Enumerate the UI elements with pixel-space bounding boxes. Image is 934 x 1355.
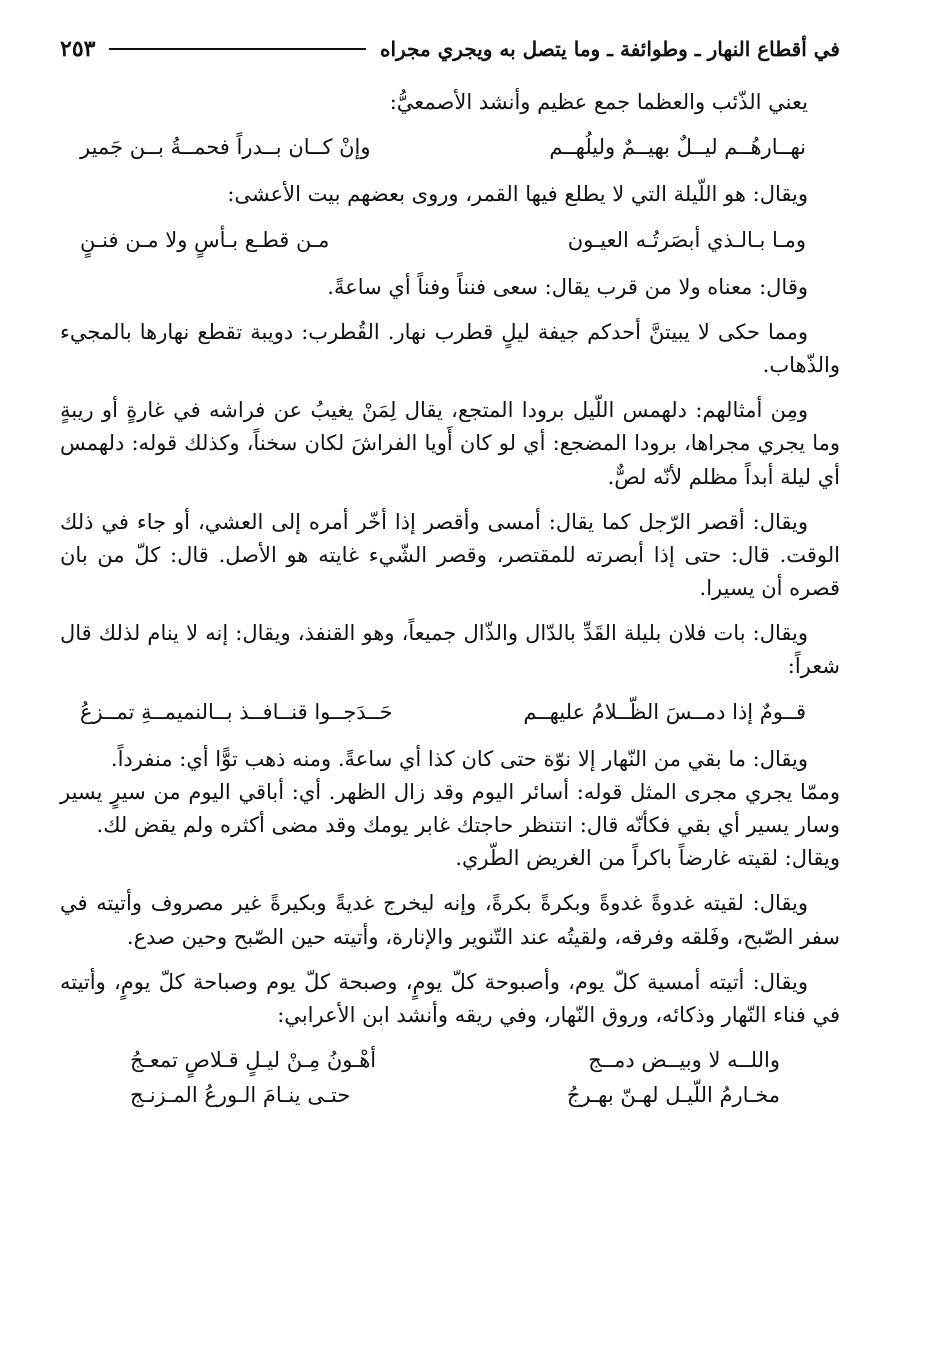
verse-line bbox=[60, 224, 840, 257]
paragraph: ويقال: أقصر الرّجل كما يقال: أمسى وأقصر إذا أخّر أمره إلى العشي، أو جاء في ذلك الوقت. قال: حتى إذا أبصرته للمقتصر، وقصر الشّيء غايته هو الأصل. قال: كلّ من بان قصره أن يسيرا. bbox=[60, 509, 840, 601]
paragraph: ويقال: لقيته غدوةً غدوةً وبكرةً بكرةً، وإنه ليخرج غديةً وبكيرةً غير مصروف وأتيته في سفر الصّبح، وفَلقه وفرقه، ولقيتُه عند التّنوير والإنارة، وأتيته حين الصّبح وحين صدع. bbox=[60, 891, 840, 949]
paragraph: ومما حكى لا يبيتنَّ أحدكم جيفة ليلٍ قطرب نهار. القُطرب: دويبة تقطع نهارها بالمجيء والذّهاب. bbox=[60, 319, 840, 378]
paragraph: ويقال: هو اللّيلة التي لا يطلع فيها القمر، وروى بعضهم بيت الأعشى: bbox=[227, 182, 808, 207]
running-header bbox=[60, 32, 840, 66]
verse-line bbox=[60, 1079, 840, 1112]
verse-first-hemistich: ومـا بـالـذي أبصَرتُـه العيـون bbox=[567, 227, 806, 252]
paragraph: وقال: معناه ولا من قرب يقال: سعى فنناً وفناً أي ساعةً. bbox=[327, 274, 808, 299]
paragraph: ويقال: أتيته أمسية كلّ يوم، وأصبوحة كلّ يومٍ، وصبحة كلّ يوم وصباحة كلّ يومٍ، وأتيته في فناء النّهار وذكائه، وروق النّهار، وفي ريقه وأنشد ابن الأعرابي: bbox=[60, 969, 840, 1027]
verse-first-hemistich: نهــارهُــم ليــلٌ بهيــمٌ وليلُهــم bbox=[549, 135, 806, 160]
verse-first-hemistich: قــومٌ إذا دمــسَ الظّــلامُ عليهــم bbox=[523, 699, 806, 724]
verse-line bbox=[60, 696, 840, 729]
verse-second-hemistich: وإنْ كــان بــدراً فحمــةُ بــن جَمير bbox=[80, 135, 371, 160]
page-number: ٢٥٣ bbox=[60, 36, 96, 62]
verse-second-hemistich: حَــدَجــوا قنــافــذ بــالنميمــةِ تمــزعُ bbox=[80, 699, 393, 724]
verse-second-hemistich: أهْـونُ مِـنْ ليـلٍ قـلاصٍ تمعـجُ bbox=[130, 1048, 377, 1073]
verse-first-hemistich: واللــه لا وبيــض دمــج bbox=[588, 1048, 780, 1073]
verse-first-hemistich: مخـارمُ اللّيـل لهـنّ بهـرجُ bbox=[566, 1083, 780, 1108]
verse-second-hemistich: حتـى ينـامَ الـورعُ المـزنـج bbox=[130, 1083, 351, 1108]
header-rule bbox=[109, 48, 366, 50]
page-body bbox=[60, 86, 840, 1114]
paragraph: ويقال: ما بقي من النّهار إلا نوّة حتى كان كذا أي ساعةً. ومنه ذهب توًّا أي: منفرداً. bbox=[110, 746, 808, 771]
running-title: في أقطاع النهار ـ وطوائفة ـ وما يتصل به ويجري مجراه bbox=[379, 37, 840, 61]
paragraph: ويقال: بات فلان بليلة القَدِّ بالدّال والذّال جميعاً، وهو القنفذ، ويقال: إنه لا ينام لذلك قال شعراً: bbox=[60, 621, 840, 679]
paragraph: ومِن أمثالهم: دلهمس اللّيل برودا المتجع، يقال لِمَنْ يغيبُ عن فراشه في غارةٍ أو ريبةٍ وما يجري مجراها، برودا المضجع: أي لو كان أَويا الفراشَ لكان سخناً، وكذلك قوله: دلهمس أي ليلة أبداً مظلم لأنّه لصٌّ. bbox=[60, 398, 840, 489]
paragraph: يعني الذّئب والعظما جمع عظيم وأنشد الأصمعيُّ: bbox=[389, 90, 808, 114]
verse-line bbox=[60, 131, 840, 164]
verse-line bbox=[60, 1044, 840, 1077]
paragraph: وممّا يجري مجرى المثل قوله: أسائر اليوم وقد زال الظهر. أي: أباقي اليوم من سيرٍ يسير وسار يسير أي بقي فكأنّه قال: انتنظر حاجتك غابر يومك وقد مضى أكثره ولم يقض لك. bbox=[60, 779, 840, 838]
verse-second-hemistich: مـن قطـع بـأسٍ ولا مـن فنـنٍ bbox=[80, 227, 330, 252]
paragraph: ويقال: لقيته غارضاً باكراً من الغريض الطّري. bbox=[455, 846, 840, 871]
